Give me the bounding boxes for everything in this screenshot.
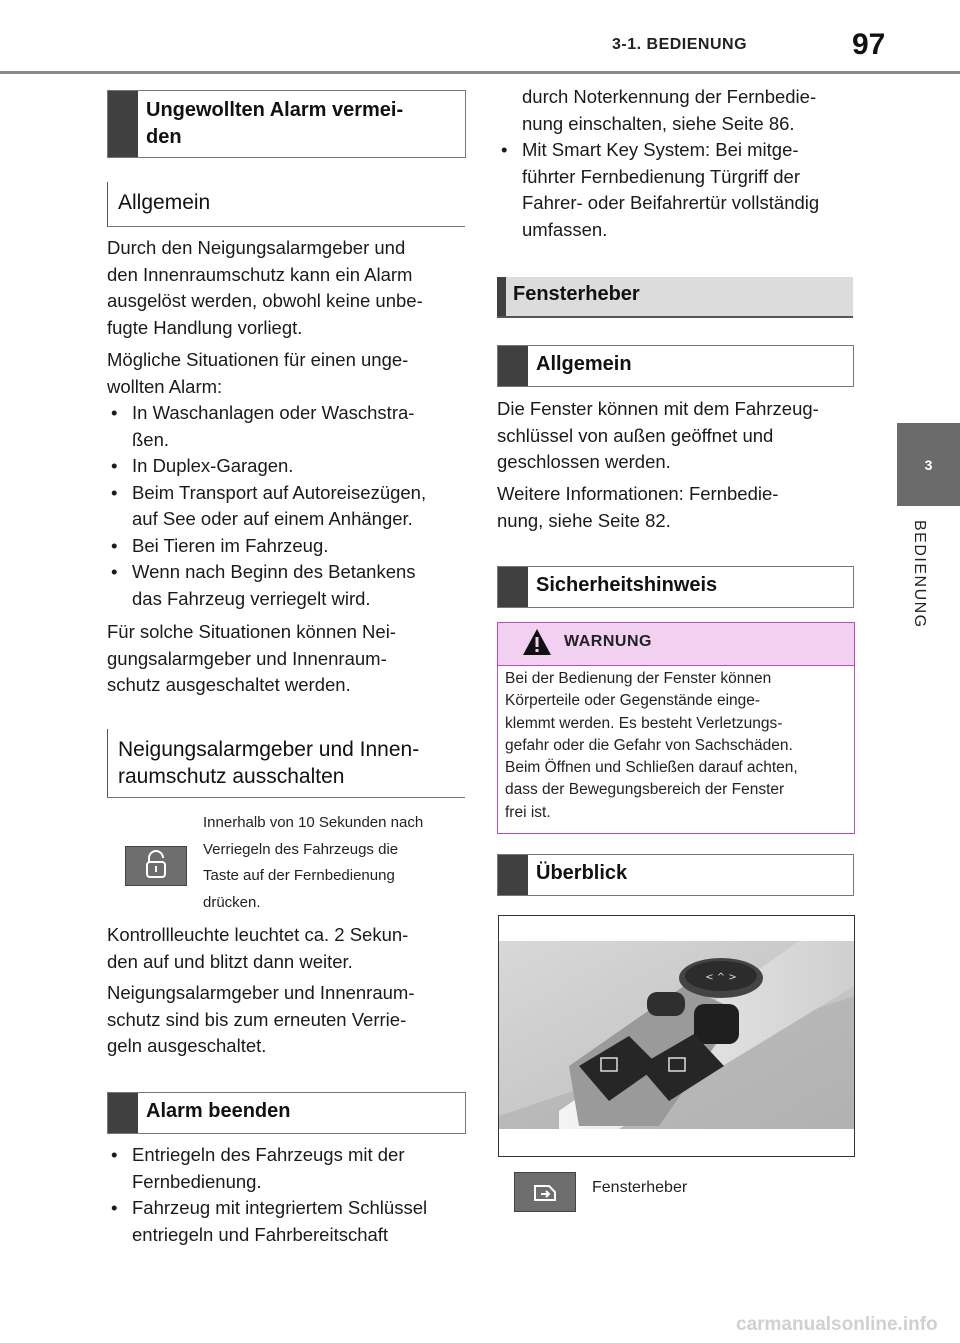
warning-text: Bei der Bedienung der Fenster können Körperteile oder Gegenstände einge- klemmt werden. Es besteht Verletzungs- gefahr oder die Gefahr von Sachschäden. Beim Öffnen und Schließen darauf achten, dass der Bewegungsbereich der Fenster frei ist.: [505, 670, 798, 821]
situations-paragraph: Mögliche Situationen für einen unge- wollten Alarm: • In Waschanlagen oder Waschstra- ßen. • In Duplex-Garagen. • Beim Transport auf Autoreisezügen, auf See oder auf einem Anhänger. • Bei Tieren im Fahrzeug. • Wenn nach Beginn des Betankens das Fahrzeug verriegelt wird.: [107, 349, 427, 609]
heading-bar: [108, 1093, 138, 1133]
chapter-side-label: [906, 520, 928, 640]
warning-icon: [522, 627, 552, 657]
switchoff-paragraph: Für solche Situationen können Nei- gungsalarmgeber und Innenraum- schutz ausgeschaltet werden.: [107, 621, 396, 695]
continued-paragraph: durch Noterkennung der Fernbedie- nung einschalten, siehe Seite 86. • Mit Smart Key System: Bei mitge- führter Fernbedienung Türgriff der Fahrer- oder Beifahrertür vollständig umfassen.: [497, 84, 819, 243]
heading-bar: [108, 91, 138, 157]
window-lift-icon: [514, 1172, 576, 1212]
window-switch-photo: [498, 915, 855, 1157]
warning-box: [497, 622, 855, 834]
subheading-neigung: [107, 729, 465, 798]
list-item: • Entriegeln des Fahrzeugs mit der: [111, 1144, 405, 1165]
lamp-paragraph: Kontrollleuchte leuchtet ca. 2 Sekun- den auf und blitzt dann weiter.: [107, 924, 409, 972]
list-item: • Mit Smart Key System: Bei mitge-: [501, 139, 799, 160]
heading-overview: [497, 854, 854, 896]
more-info-paragraph: Weitere Informationen: Fernbedie- nung, siehe Seite 82.: [497, 483, 779, 531]
heading-bar: [498, 855, 528, 895]
section-bar: [497, 277, 506, 316]
heading-safety-text: Sicherheitshinweis: [536, 574, 718, 596]
heading-allgemein-right-text: Allgemein: [536, 353, 632, 375]
heading-bar: [498, 567, 528, 607]
warning-title: WARNUNG: [564, 633, 652, 650]
heading-allgemein-right: [497, 345, 854, 387]
heading-bar: [498, 346, 528, 386]
list-item: • Wenn nach Beginn des Betankens: [111, 561, 416, 582]
list-item: • In Waschanlagen oder Waschstra-: [111, 402, 415, 423]
list-item: • Bei Tieren im Fahrzeug.: [111, 534, 329, 556]
lock-instruction: Innerhalb von 10 Sekunden nach Verriegeln des Fahrzeugs die Taste auf der Fernbedienung drücken.: [203, 814, 424, 911]
subheading-neigung-text: Neigungsalarmgeber und Innen- raumschutz ausschalten: [118, 738, 420, 788]
subheading-allgemein-left-text: Allgemein: [118, 191, 211, 214]
page-number: 97: [852, 28, 886, 61]
header-rule: [0, 71, 960, 74]
subheading-allgemein-left: [107, 182, 465, 227]
running-header-section: 3-1. BEDIENUNG: [612, 36, 748, 53]
heading-alarm-end: [107, 1092, 466, 1134]
section-fensterheber: [497, 277, 853, 318]
heading-alarm-end-text: Alarm beenden: [146, 1100, 291, 1122]
list-item: • Fahrzeug mit integriertem Schlüssel: [111, 1197, 428, 1218]
warning-header: [498, 623, 854, 666]
watermark: carmanualsonline.info: [736, 1314, 938, 1335]
intro-paragraph: Durch den Neigungsalarmgeber und den Innenraumschutz kann ein Alarm ausgelöst werden, obwohl keine unbe- fugte Handlung vorliegt.: [107, 237, 423, 338]
heading-overview-text: Überblick: [536, 862, 628, 884]
chapter-tab: 3: [897, 423, 960, 506]
heading-unwanted-alarm: [107, 90, 466, 158]
lock-button-icon: [125, 846, 187, 886]
section-fensterheber-text: Fensterheber: [513, 283, 640, 305]
list-item: • In Duplex-Garagen.: [111, 455, 294, 476]
alarm-end-list: • Entriegeln des Fahrzeugs mit der Fernbedienung. • Fahrzeug mit integriertem Schlüssel entriegeln und Fahrbereitschaft: [107, 1142, 427, 1248]
list-item: • Beim Transport auf Autoreisezügen,: [111, 481, 427, 503]
off-paragraph: Neigungsalarmgeber und Innenraum- schutz sind bis zum erneuten Verrie- geln ausgeschaltet.: [107, 982, 415, 1056]
heading-safety: [497, 566, 854, 608]
heading-unwanted-alarm-text: Ungewollten Alarm vermei- den: [146, 99, 404, 148]
windows-paragraph: Die Fenster können mit dem Fahrzeug- schlüssel von außen geöffnet und geschlossen werden.: [497, 398, 819, 472]
svg-text:< ^ >: < ^ >: [705, 972, 737, 983]
legend-fensterheber: Fensterheber: [592, 1179, 688, 1196]
chapter-side-label-text: BEDIENUNG: [911, 520, 928, 629]
